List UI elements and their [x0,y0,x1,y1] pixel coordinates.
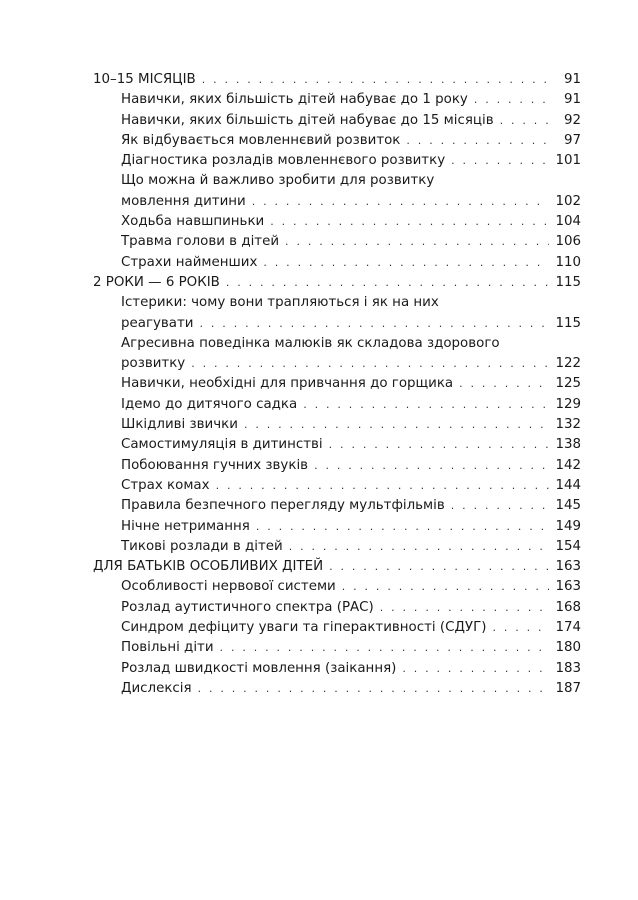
toc-entry [93,638,581,658]
toc-page: 97 [563,132,581,148]
toc-section [93,273,581,293]
dot-leader [451,496,549,516]
dot-leader [191,354,549,374]
toc-page: 187 [555,680,581,696]
dot-leader [380,598,549,618]
toc-title: розвитку [121,356,186,372]
toc-page: 91 [563,92,581,108]
toc-entry [93,111,581,131]
dot-leader [500,111,549,131]
toc-title: мовлення дитини [121,193,246,209]
toc-page: 102 [555,193,581,209]
dot-leader [459,374,549,394]
toc-title: Навички, необхідні для привчання до горщика [121,376,454,392]
dot-leader [256,517,549,537]
toc-page: 110 [555,254,581,270]
dot-leader [329,557,549,577]
dot-leader [314,456,549,476]
toc-page: 104 [555,214,581,230]
toc-title: Правила безпечного перегляду мультфільмів [121,498,445,514]
toc-title: Агресивна поведінка малюків як складова здорового [121,335,500,351]
toc-page: 92 [563,112,581,128]
toc-page: 122 [555,356,581,372]
toc-title: Нічне нетримання [121,518,250,534]
toc-page: 180 [555,640,581,656]
toc-title: Побоювання гучних звуків [121,457,309,473]
dot-leader [270,212,549,232]
toc-page: 163 [555,559,581,575]
toc-page: 115 [555,274,581,290]
toc-page: 183 [555,660,581,676]
toc-entry [93,537,581,557]
toc-entry [93,476,581,496]
toc-section [93,70,581,90]
dot-leader [216,476,549,496]
toc-entry [93,151,581,171]
toc-title: Розлад аутистичного спектра (РАС) [121,599,374,615]
toc-entry [93,395,581,415]
toc-title: Тикові розлади в дітей [121,538,283,554]
dot-leader [406,131,549,151]
toc-title: Травма голови в дітей [121,234,280,250]
toc-entry [93,679,581,699]
toc-title: Особливості нервової системи [121,579,336,595]
toc-page: 174 [555,620,581,636]
toc-entry [93,415,581,435]
dot-leader [198,679,549,699]
toc-entry [93,374,581,394]
toc-title: Як відбувається мовленнєвий розвиток [121,132,401,148]
toc-entry [93,232,581,252]
toc-entry [93,314,581,334]
toc-entry [93,456,581,476]
toc-page: 106 [555,234,581,250]
toc-entry [93,577,581,597]
toc-entry-wrap [93,334,581,354]
toc-page: 163 [555,579,581,595]
dot-leader [252,192,549,212]
toc-page: 129 [555,396,581,412]
toc-title: Шкідливі звички [121,417,238,433]
toc-entry [93,354,581,374]
toc-title: реагувати [121,315,194,331]
toc-entry [93,659,581,679]
toc-page: 125 [555,376,581,392]
toc-title: Повільні діти [121,640,214,656]
toc-title: Навички, яких більшість дітей набуває до 1 року [121,92,468,108]
toc-title: Навички, яких більшість дітей набуває до 15 місяців [121,112,494,128]
toc-page: 145 [555,498,581,514]
dot-leader [329,435,549,455]
dot-leader [285,232,549,252]
toc-title: Ідемо до дитячого садка [121,396,298,412]
dot-leader [289,537,549,557]
toc-entry [93,192,581,212]
toc-title: Що можна й важливо зробити для розвитку [121,173,435,189]
toc-title: Діагностика розладів мовленнєвого розвитку [121,153,446,169]
table-of-contents [93,70,581,699]
toc-title: Самостимуляція в дитинстві [121,437,323,453]
toc-title: Страхи найменших [121,254,258,270]
dot-leader [220,638,549,658]
dot-leader [342,577,549,597]
dot-leader [202,70,549,90]
toc-title: Страх комах [121,477,210,493]
toc-entry [93,618,581,638]
toc-title: Істерики: чому вони трапляються і як на них [121,295,439,311]
toc-title: ДЛЯ БАТЬКІВ ОСОБЛИВИХ ДІТЕЙ [93,559,324,575]
toc-title: 2 РОКИ — 6 РОКІВ [93,274,220,290]
toc-entry [93,212,581,232]
toc-page: 138 [555,437,581,453]
toc-entry-wrap [93,171,581,191]
dot-leader [200,314,549,334]
toc-section [93,557,581,577]
dot-leader [303,395,549,415]
toc-page: 142 [555,457,581,473]
toc-entry [93,598,581,618]
toc-entry [93,496,581,516]
toc-entry-wrap [93,293,581,313]
toc-title: Синдром дефіциту уваги та гіперактивності (СДУГ) [121,620,487,636]
toc-page: 115 [555,315,581,331]
toc-page: 154 [555,538,581,554]
dot-leader [492,618,549,638]
toc-entry [93,90,581,110]
toc-page: 149 [555,518,581,534]
toc-entry [93,517,581,537]
toc-title: Ходьба навшпиньки [121,214,265,230]
dot-leader [474,90,549,110]
dot-leader [263,253,549,273]
toc-page: 144 [555,477,581,493]
dot-leader [244,415,549,435]
toc-page: 91 [563,72,581,87]
toc-entry [93,253,581,273]
toc-title: Дислексія [121,680,192,696]
toc-entry [93,131,581,151]
toc-page: 101 [555,153,581,169]
dot-leader [451,151,549,171]
toc-title: Розлад швидкості мовлення (заікання) [121,660,397,676]
toc-page: 168 [555,599,581,615]
toc-page: 132 [555,417,581,433]
dot-leader [402,659,549,679]
dot-leader [226,273,549,293]
toc-entry [93,435,581,455]
toc-title: 10–15 МІСЯЦІВ [93,72,196,87]
